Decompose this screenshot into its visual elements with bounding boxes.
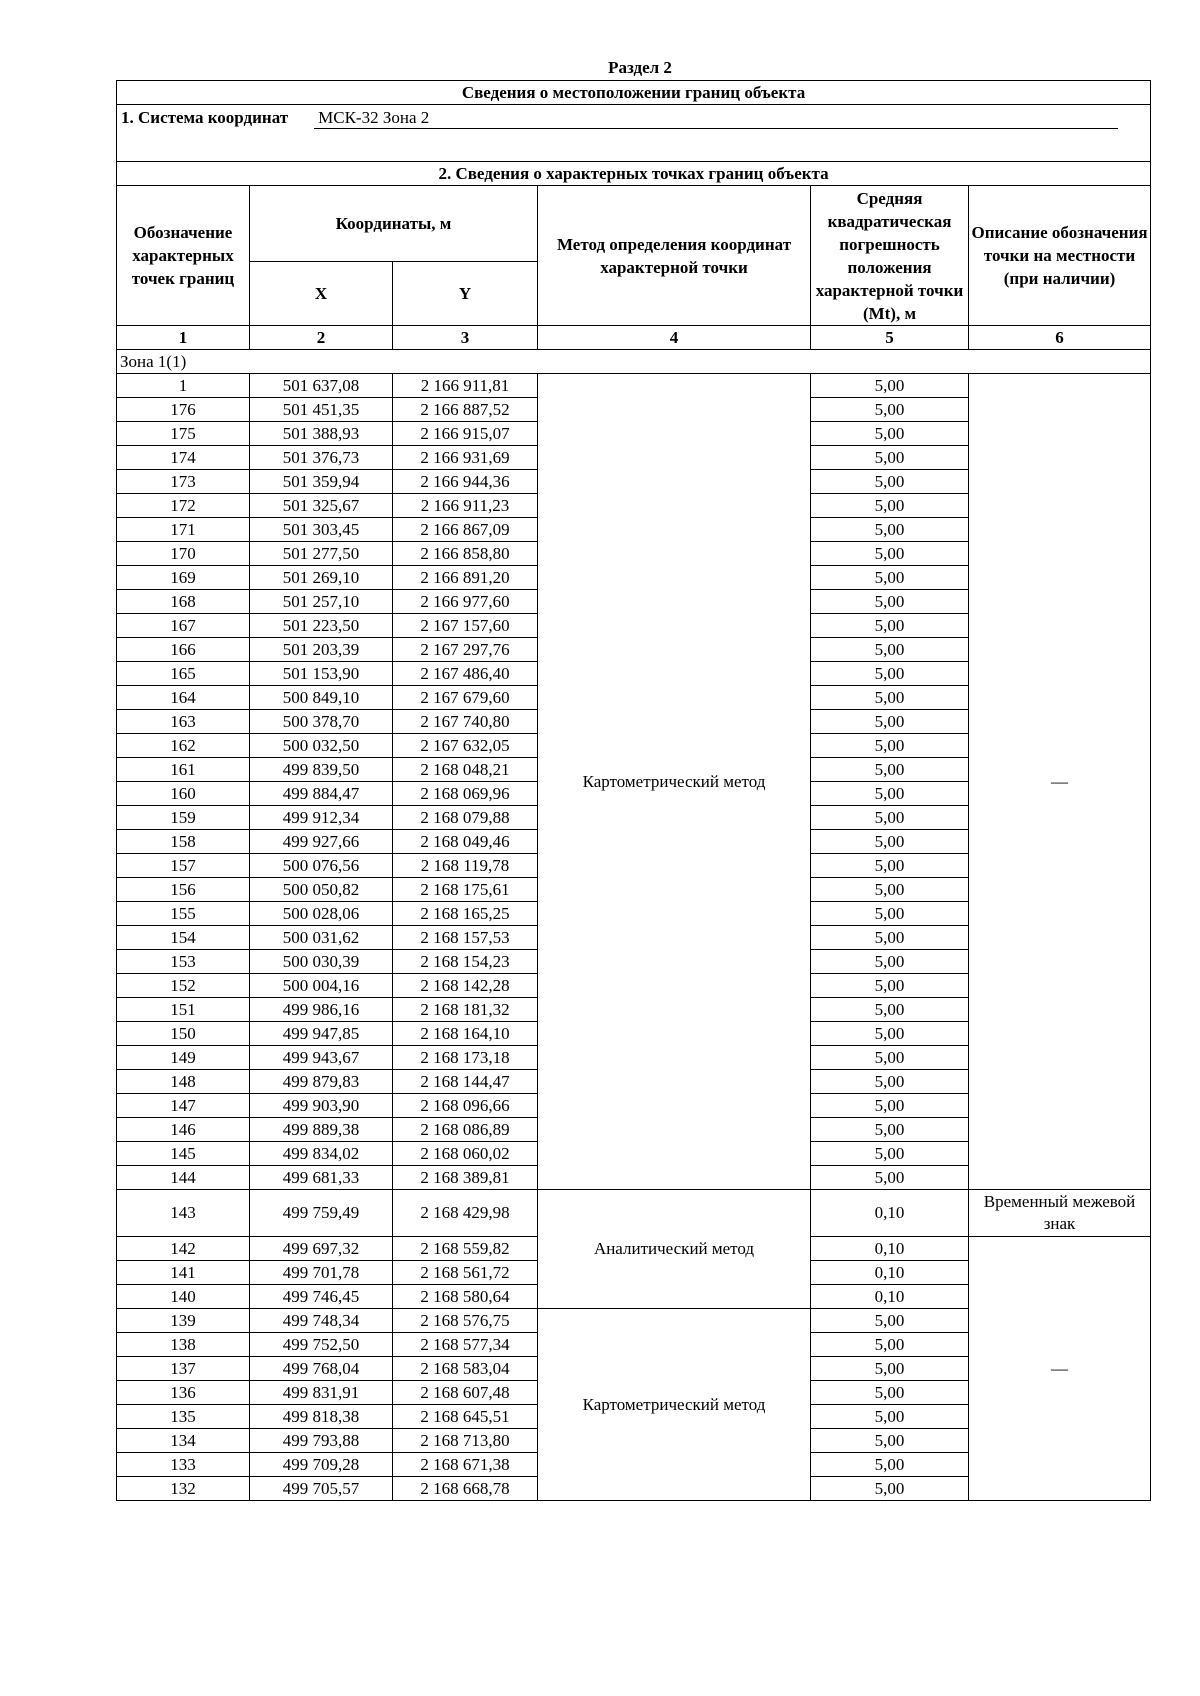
point-number: 142 — [117, 1237, 250, 1261]
mean-error: 5,00 — [811, 782, 969, 806]
point-number: 167 — [117, 614, 250, 638]
coord-x: 501 257,10 — [250, 590, 393, 614]
header-mean-error: Средняя квадратическая погрешность положения характерной точки (Mt), м — [811, 186, 969, 326]
mean-error: 0,10 — [811, 1261, 969, 1285]
mean-error: 5,00 — [811, 398, 969, 422]
mean-error: 5,00 — [811, 1022, 969, 1046]
point-number: 159 — [117, 806, 250, 830]
mean-error: 5,00 — [811, 1309, 969, 1333]
mean-error: 5,00 — [811, 734, 969, 758]
coord-x: 499 879,83 — [250, 1070, 393, 1094]
mean-error: 5,00 — [811, 1333, 969, 1357]
point-number: 156 — [117, 878, 250, 902]
mean-error: 5,00 — [811, 470, 969, 494]
coord-y: 2 166 858,80 — [393, 542, 538, 566]
mean-error: 5,00 — [811, 542, 969, 566]
point-number: 171 — [117, 518, 250, 542]
mean-error: 5,00 — [811, 590, 969, 614]
coord-y: 2 168 181,32 — [393, 998, 538, 1022]
coord-x: 501 277,50 — [250, 542, 393, 566]
col-number-4: 4 — [538, 326, 811, 350]
col-number-1: 1 — [117, 326, 250, 350]
coord-x: 499 943,67 — [250, 1046, 393, 1070]
coord-x: 501 388,93 — [250, 422, 393, 446]
coord-x: 501 637,08 — [250, 374, 393, 398]
coord-x: 500 032,50 — [250, 734, 393, 758]
col-number-6: 6 — [969, 326, 1151, 350]
coord-x: 501 325,67 — [250, 494, 393, 518]
coord-x: 499 947,85 — [250, 1022, 393, 1046]
header-point-designation: Обозначение характерных точек границ — [117, 186, 250, 326]
coord-y: 2 168 559,82 — [393, 1237, 538, 1261]
points-section-title: 2. Сведения о характерных точках границ объекта — [117, 162, 1151, 186]
point-number: 146 — [117, 1118, 250, 1142]
point-number: 160 — [117, 782, 250, 806]
mean-error: 5,00 — [811, 422, 969, 446]
coord-x: 500 031,62 — [250, 926, 393, 950]
section-title: Сведения о местоположении границ объекта — [117, 81, 1151, 105]
coord-x: 499 831,91 — [250, 1381, 393, 1405]
coord-y: 2 168 713,80 — [393, 1429, 538, 1453]
coord-x: 499 889,38 — [250, 1118, 393, 1142]
coord-x: 499 701,78 — [250, 1261, 393, 1285]
mean-error: 5,00 — [811, 662, 969, 686]
mean-error: 5,00 — [811, 1046, 969, 1070]
point-number: 163 — [117, 710, 250, 734]
col-number-3: 3 — [393, 326, 538, 350]
coord-x: 499 681,33 — [250, 1166, 393, 1190]
coord-y: 2 168 144,47 — [393, 1070, 538, 1094]
mean-error: 5,00 — [811, 566, 969, 590]
coord-y: 2 168 389,81 — [393, 1166, 538, 1190]
point-number: 137 — [117, 1357, 250, 1381]
coord-x: 500 004,16 — [250, 974, 393, 998]
coord-y: 2 168 645,51 — [393, 1405, 538, 1429]
coord-x: 501 359,94 — [250, 470, 393, 494]
mean-error: 0,10 — [811, 1190, 969, 1237]
coord-x: 501 153,90 — [250, 662, 393, 686]
coord-y: 2 168 175,61 — [393, 878, 538, 902]
coord-y: 2 166 867,09 — [393, 518, 538, 542]
coord-y: 2 168 096,66 — [393, 1094, 538, 1118]
point-number: 173 — [117, 470, 250, 494]
coord-x: 499 705,57 — [250, 1477, 393, 1501]
point-number: 172 — [117, 494, 250, 518]
coord-y: 2 167 157,60 — [393, 614, 538, 638]
point-number: 175 — [117, 422, 250, 446]
header-y: Y — [393, 262, 538, 326]
point-number: 150 — [117, 1022, 250, 1046]
coord-y: 2 168 119,78 — [393, 854, 538, 878]
mean-error: 5,00 — [811, 710, 969, 734]
coord-y: 2 166 911,81 — [393, 374, 538, 398]
mean-error: 5,00 — [811, 1094, 969, 1118]
point-number: 1 — [117, 374, 250, 398]
page-title: Раздел 2 — [608, 58, 672, 77]
mean-error: 5,00 — [811, 1381, 969, 1405]
point-number: 152 — [117, 974, 250, 998]
mean-error: 5,00 — [811, 998, 969, 1022]
mean-error: 5,00 — [811, 926, 969, 950]
point-number: 170 — [117, 542, 250, 566]
point-number: 145 — [117, 1142, 250, 1166]
header-description: Описание обозначения точки на местности (при наличии) — [969, 186, 1151, 326]
description-cell: — — [969, 1237, 1151, 1501]
mean-error: 5,00 — [811, 1453, 969, 1477]
coord-x: 499 986,16 — [250, 998, 393, 1022]
coord-y: 2 168 607,48 — [393, 1381, 538, 1405]
point-number: 153 — [117, 950, 250, 974]
coord-y: 2 168 165,25 — [393, 902, 538, 926]
coord-y: 2 168 142,28 — [393, 974, 538, 998]
coord-system-label: 1. Система координат — [121, 108, 289, 127]
mean-error: 5,00 — [811, 902, 969, 926]
coord-y: 2 168 577,34 — [393, 1333, 538, 1357]
coord-x: 499 834,02 — [250, 1142, 393, 1166]
mean-error: 5,00 — [811, 1118, 969, 1142]
coord-y: 2 168 154,23 — [393, 950, 538, 974]
point-number: 165 — [117, 662, 250, 686]
point-number: 134 — [117, 1429, 250, 1453]
coord-x: 499 709,28 — [250, 1453, 393, 1477]
mean-error: 5,00 — [811, 806, 969, 830]
coord-y: 2 168 049,46 — [393, 830, 538, 854]
coord-x: 499 746,45 — [250, 1285, 393, 1309]
coord-y: 2 167 740,80 — [393, 710, 538, 734]
coord-y: 2 167 297,76 — [393, 638, 538, 662]
point-number: 169 — [117, 566, 250, 590]
coord-x: 500 028,06 — [250, 902, 393, 926]
mean-error: 5,00 — [811, 974, 969, 998]
point-number: 164 — [117, 686, 250, 710]
point-number: 133 — [117, 1453, 250, 1477]
coord-x: 499 903,90 — [250, 1094, 393, 1118]
point-number: 166 — [117, 638, 250, 662]
point-number: 147 — [117, 1094, 250, 1118]
point-number: 143 — [117, 1190, 250, 1237]
point-number: 162 — [117, 734, 250, 758]
mean-error: 5,00 — [811, 1405, 969, 1429]
coord-y: 2 168 583,04 — [393, 1357, 538, 1381]
point-number: 174 — [117, 446, 250, 470]
method-cell: Аналитический метод — [538, 1190, 811, 1309]
coord-y: 2 166 911,23 — [393, 494, 538, 518]
mean-error: 5,00 — [811, 758, 969, 782]
mean-error: 0,10 — [811, 1237, 969, 1261]
mean-error: 5,00 — [811, 494, 969, 518]
table-row — [117, 1190, 1151, 1237]
description-cell: Временный межевой знак — [969, 1190, 1151, 1237]
point-number: 157 — [117, 854, 250, 878]
point-number: 135 — [117, 1405, 250, 1429]
point-number: 168 — [117, 590, 250, 614]
coord-x: 500 050,82 — [250, 878, 393, 902]
point-number: 148 — [117, 1070, 250, 1094]
coord-y: 2 167 632,05 — [393, 734, 538, 758]
coord-y: 2 166 915,07 — [393, 422, 538, 446]
coord-x: 500 030,39 — [250, 950, 393, 974]
mean-error: 0,10 — [811, 1285, 969, 1309]
point-number: 136 — [117, 1381, 250, 1405]
coord-x: 500 076,56 — [250, 854, 393, 878]
point-number: 161 — [117, 758, 250, 782]
coord-x: 500 378,70 — [250, 710, 393, 734]
coord-x: 501 303,45 — [250, 518, 393, 542]
coord-x: 501 203,39 — [250, 638, 393, 662]
coord-system-row — [117, 105, 1151, 162]
mean-error: 5,00 — [811, 878, 969, 902]
coord-y: 2 168 671,38 — [393, 1453, 538, 1477]
boundary-points-table — [116, 80, 1151, 1501]
point-number: 132 — [117, 1477, 250, 1501]
point-number: 138 — [117, 1333, 250, 1357]
coord-x: 499 697,32 — [250, 1237, 393, 1261]
coord-x: 501 451,35 — [250, 398, 393, 422]
coord-y: 2 168 086,89 — [393, 1118, 538, 1142]
coord-y: 2 168 561,72 — [393, 1261, 538, 1285]
point-number: 139 — [117, 1309, 250, 1333]
point-number: 141 — [117, 1261, 250, 1285]
coord-y: 2 166 944,36 — [393, 470, 538, 494]
mean-error: 5,00 — [811, 1429, 969, 1453]
coord-y: 2 168 576,75 — [393, 1309, 538, 1333]
header-x: X — [250, 262, 393, 326]
mean-error: 5,00 — [811, 374, 969, 398]
coord-system-value: МСК-32 Зона 2 — [314, 108, 1118, 129]
mean-error: 5,00 — [811, 830, 969, 854]
point-number: 149 — [117, 1046, 250, 1070]
description-cell: — — [969, 374, 1151, 1190]
coord-x: 499 884,47 — [250, 782, 393, 806]
method-cell: Картометрический метод — [538, 1309, 811, 1501]
coord-x: 500 849,10 — [250, 686, 393, 710]
method-cell: Картометрический метод — [538, 374, 811, 1190]
coord-x: 499 793,88 — [250, 1429, 393, 1453]
mean-error: 5,00 — [811, 686, 969, 710]
mean-error: 5,00 — [811, 638, 969, 662]
coord-y: 2 167 679,60 — [393, 686, 538, 710]
coord-y: 2 168 580,64 — [393, 1285, 538, 1309]
header-coordinates: Координаты, м — [250, 186, 538, 262]
point-number: 144 — [117, 1166, 250, 1190]
mean-error: 5,00 — [811, 1070, 969, 1094]
coord-y: 2 168 048,21 — [393, 758, 538, 782]
coord-y: 2 166 891,20 — [393, 566, 538, 590]
coord-y: 2 168 079,88 — [393, 806, 538, 830]
point-number: 176 — [117, 398, 250, 422]
table-row — [117, 374, 1151, 398]
col-number-2: 2 — [250, 326, 393, 350]
col-number-5: 5 — [811, 326, 969, 350]
header-method: Метод определения координат характерной точки — [538, 186, 811, 326]
coord-x: 499 759,49 — [250, 1190, 393, 1237]
coord-x: 499 818,38 — [250, 1405, 393, 1429]
coord-y: 2 166 977,60 — [393, 590, 538, 614]
point-number: 155 — [117, 902, 250, 926]
mean-error: 5,00 — [811, 1166, 969, 1190]
zone-label: Зона 1(1) — [117, 350, 1151, 374]
coord-x: 499 912,34 — [250, 806, 393, 830]
coord-y: 2 168 164,10 — [393, 1022, 538, 1046]
point-number: 154 — [117, 926, 250, 950]
coord-x: 499 927,66 — [250, 830, 393, 854]
coord-y: 2 168 060,02 — [393, 1142, 538, 1166]
coord-x: 499 768,04 — [250, 1357, 393, 1381]
coord-x: 501 223,50 — [250, 614, 393, 638]
coord-x: 499 752,50 — [250, 1333, 393, 1357]
coord-x: 501 376,73 — [250, 446, 393, 470]
mean-error: 5,00 — [811, 446, 969, 470]
coord-x: 499 839,50 — [250, 758, 393, 782]
mean-error: 5,00 — [811, 950, 969, 974]
coord-y: 2 166 887,52 — [393, 398, 538, 422]
coord-y: 2 167 486,40 — [393, 662, 538, 686]
coord-y: 2 168 668,78 — [393, 1477, 538, 1501]
coord-y: 2 168 157,53 — [393, 926, 538, 950]
coord-y: 2 168 069,96 — [393, 782, 538, 806]
point-number: 140 — [117, 1285, 250, 1309]
mean-error: 5,00 — [811, 1477, 969, 1501]
mean-error: 5,00 — [811, 614, 969, 638]
mean-error: 5,00 — [811, 854, 969, 878]
coord-x: 499 748,34 — [250, 1309, 393, 1333]
point-number: 151 — [117, 998, 250, 1022]
point-number: 158 — [117, 830, 250, 854]
mean-error: 5,00 — [811, 518, 969, 542]
coord-x: 501 269,10 — [250, 566, 393, 590]
mean-error: 5,00 — [811, 1357, 969, 1381]
mean-error: 5,00 — [811, 1142, 969, 1166]
coord-y: 2 168 173,18 — [393, 1046, 538, 1070]
coord-y: 2 166 931,69 — [393, 446, 538, 470]
coord-y: 2 168 429,98 — [393, 1190, 538, 1237]
